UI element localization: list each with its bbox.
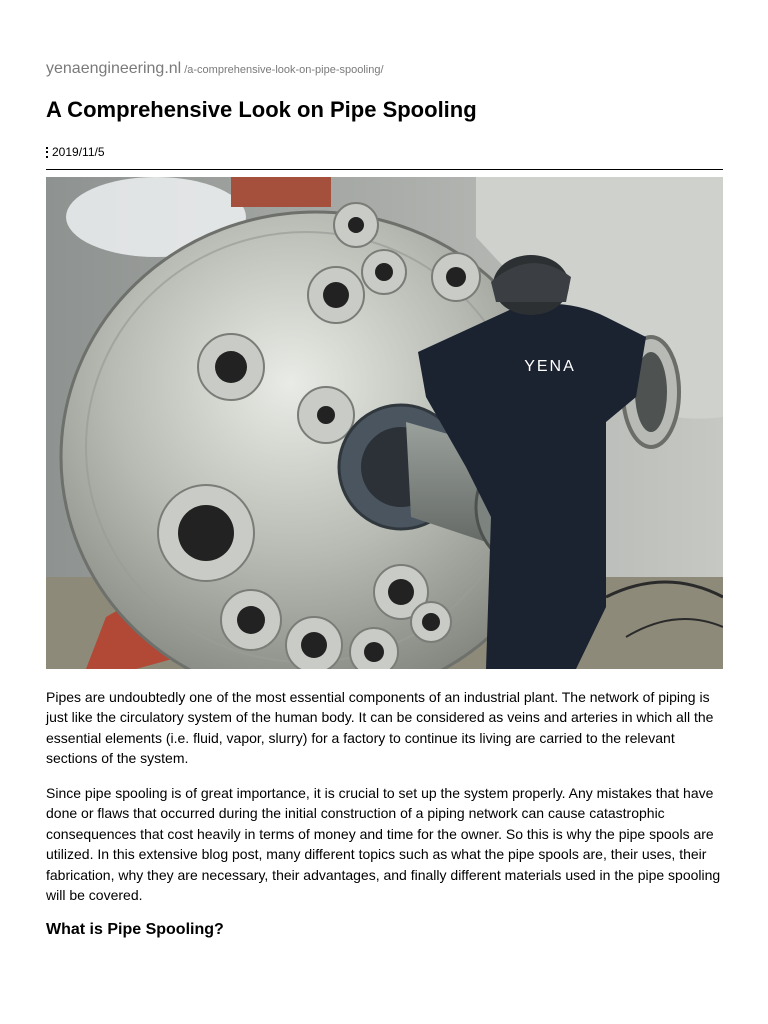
hero-image [46, 177, 723, 669]
source-header [46, 60, 384, 78]
source-site[interactable]: yenaengineering.nl [46, 60, 182, 77]
section-heading: What is Pipe Spooling? [46, 921, 224, 938]
date-row [46, 145, 105, 159]
paragraph-1: Pipes are undoubtedly one of the most essential components of an industrial plant. The network of piping is just like the circulatory system of the human body. It can be considered as veins and arteries in which all the essential elements (i.e. fluid, vapor, slurry) for a factory to continue its living are carried to the relevant sections of the system. [46, 689, 714, 767]
header-divider [46, 169, 723, 170]
shirt-logo-text: YENA [524, 358, 576, 375]
more-dots-icon [46, 147, 48, 158]
hero-illustration [46, 177, 723, 669]
article-title: A Comprehensive Look on Pipe Spooling [46, 97, 477, 122]
source-path[interactable]: /a-comprehensive-look-on-pipe-spooling/ [184, 64, 384, 76]
paragraph-2: Since pipe spooling is of great importance, it is crucial to set up the system properly. Any mistakes that have done or flaws that occurred during the initial construction of a piping network can cause catastrophic consequences that cost heavily in terms of money and time for the owner. So this is why the pipe spools are utilized. In this extensive blog post, many different topics such as what the pipe spools are, their uses, their fabrication, why they are necessary, their advantages, and finally different materials used in the pipe spooling will be covered. [46, 785, 721, 904]
publish-date: 2019/11/5 [52, 145, 105, 159]
